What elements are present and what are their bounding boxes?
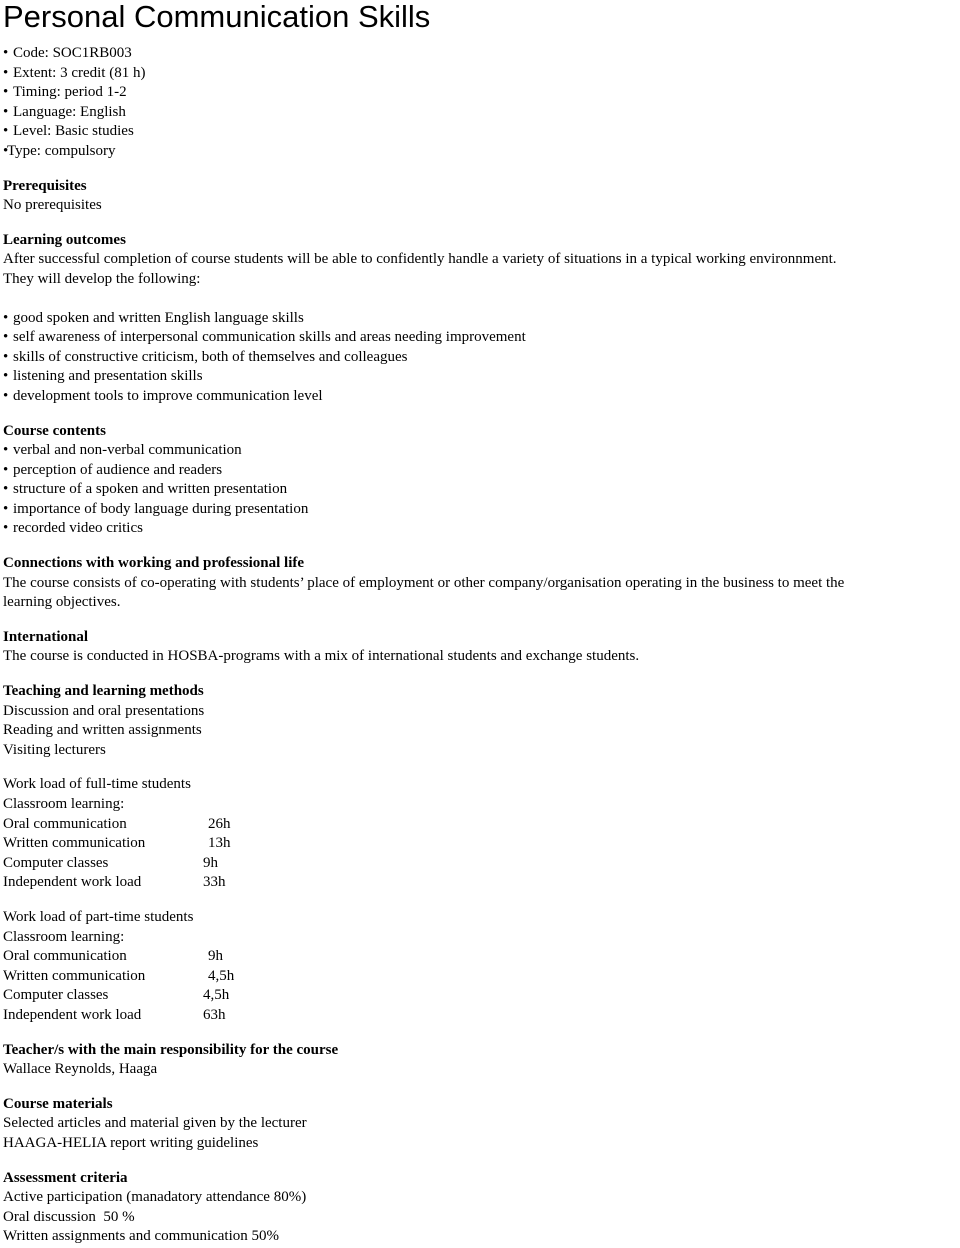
workload-row [3,873,958,893]
workload-value: 26h [208,815,231,832]
bullet-icon: • [3,520,9,537]
info-type: •Type: compulsory [3,142,958,162]
workload-value: 9h [203,854,218,871]
info-level: • Level: Basic studies [3,122,958,142]
list-item: • structure of a spoken and written presentation [3,480,958,500]
bullet-icon: • [3,461,9,478]
learning-outcomes-heading: Learning outcomes [3,231,126,248]
workload-full-section [3,775,958,893]
workload-label: Computer classes [3,854,109,871]
assessment-item: Written assignments and communication 50% [3,1228,280,1245]
workload-row [3,1006,958,1026]
workload-part-section [3,908,958,1026]
connections-line1: The course consists of co-operating with students’ place of employment or other company/organisation operating in the business to meet the [3,574,845,591]
workload-value: 13h [208,835,231,852]
connections-section [3,554,958,613]
bullet-icon: • [3,84,9,101]
workload-row [3,986,958,1006]
workload-value: 4,5h [203,987,230,1004]
teachers-text: Wallace Reynolds, Haaga [3,1061,158,1078]
workload-part-sub: Classroom learning: [3,928,125,945]
bullet-icon: • [3,500,9,517]
teaching-item: Discussion and oral presentations [3,702,205,719]
list-item: • good spoken and written English language skills [3,309,958,329]
workload-label: Oral communication [3,815,127,832]
bullet-icon: • [3,123,9,140]
assessment-section [3,1169,958,1247]
materials-item: HAAGA-HELIA report writing guidelines [3,1134,259,1151]
teaching-item: Visiting lecturers [3,741,106,758]
connections-heading: Connections with working and professional life [3,555,305,572]
assessment-heading: Assessment criteria [3,1169,128,1186]
workload-value: 4,5h [208,967,235,984]
workload-value: 9h [208,948,223,965]
bullet-icon: • [3,142,9,159]
document-body [3,44,958,1247]
workload-label: Independent work load [3,874,142,891]
learning-outcomes-section [3,231,958,407]
bullet-icon: • [3,309,9,326]
international-heading: International [3,628,89,645]
bullet-icon: • [3,329,9,346]
workload-full-sub: Classroom learning: [3,796,125,812]
course-contents-section [3,422,958,540]
workload-row [3,967,958,987]
materials-heading: Course materials [3,1095,113,1112]
bullet-icon: • [3,45,9,61]
bullet-icon: • [3,387,9,404]
workload-label: Oral communication [3,948,127,965]
bullet-icon: • [3,64,9,81]
learning-outcomes-line1: After successful completion of course students will be able to confidently handle a variety of situations in a typical working environnment. [3,251,837,268]
info-language: • Language: English [3,103,958,123]
bullet-icon: • [3,368,9,385]
materials-item: Selected articles and material given by the lecturer [3,1115,307,1132]
workload-label: Written communication [3,967,146,984]
list-item: • importance of body language during presentation [3,500,958,520]
document-title: Personal Communication Skills [3,0,431,34]
teachers-section [3,1041,958,1080]
international-section [3,628,958,667]
bullet-icon: • [3,481,9,498]
bullet-icon: • [3,103,9,120]
list-item: • verbal and non-verbal communication [3,441,958,461]
course-contents-heading: Course contents [3,422,106,439]
teachers-heading: Teacher/s with the main responsibility for the course [3,1041,339,1058]
info-extent: • Extent: 3 credit (81 h) [3,64,958,84]
workload-row [3,834,958,854]
list-item: • self awareness of interpersonal communication skills and areas needing improvement [3,328,958,348]
course-contents-list [3,441,958,539]
document-page [3,0,958,1247]
learning-outcomes-line2: They will develop the following: [3,270,201,287]
learning-outcomes-list [3,309,958,407]
list-item: • listening and presentation skills [3,367,958,387]
prerequisites-heading: Prerequisites [3,177,87,194]
workload-row [3,854,958,874]
teaching-section [3,682,958,760]
workload-row [3,815,958,835]
list-item: • recorded video critics [3,519,958,539]
prerequisites-section [3,177,958,216]
workload-label: Computer classes [3,987,109,1004]
workload-label: Independent work load [3,1006,142,1023]
workload-part-heading: Work load of part-time students [3,908,194,925]
bullet-icon: • [3,442,9,459]
list-item: • skills of constructive criticism, both of themselves and colleagues [3,348,958,368]
materials-section [3,1095,958,1154]
teaching-item: Reading and written assignments [3,722,202,739]
teaching-heading: Teaching and learning methods [3,683,204,700]
connections-line2: learning objectives. [3,594,121,611]
bullet-icon: • [3,348,9,365]
international-text: The course is conducted in HOSBA-programs with a mix of international students and exchange students. [3,648,640,665]
list-item: • perception of audience and readers [3,461,958,481]
assessment-item: Oral discussion 50 % [3,1208,135,1225]
workload-label: Written communication [3,835,146,852]
info-code: • Code: SOC1RB003 [3,44,958,64]
workload-row [3,947,958,967]
workload-value: 33h [203,874,226,891]
workload-value: 63h [203,1006,226,1023]
course-info-list [3,44,958,162]
info-timing: • Timing: period 1-2 [3,83,958,103]
workload-full-heading: Work load of full-time students [3,776,191,793]
assessment-item: Active participation (manadatory attendance 80%) [3,1189,307,1206]
list-item: • development tools to improve communication level [3,387,958,407]
prerequisites-text: No prerequisites [3,197,102,214]
